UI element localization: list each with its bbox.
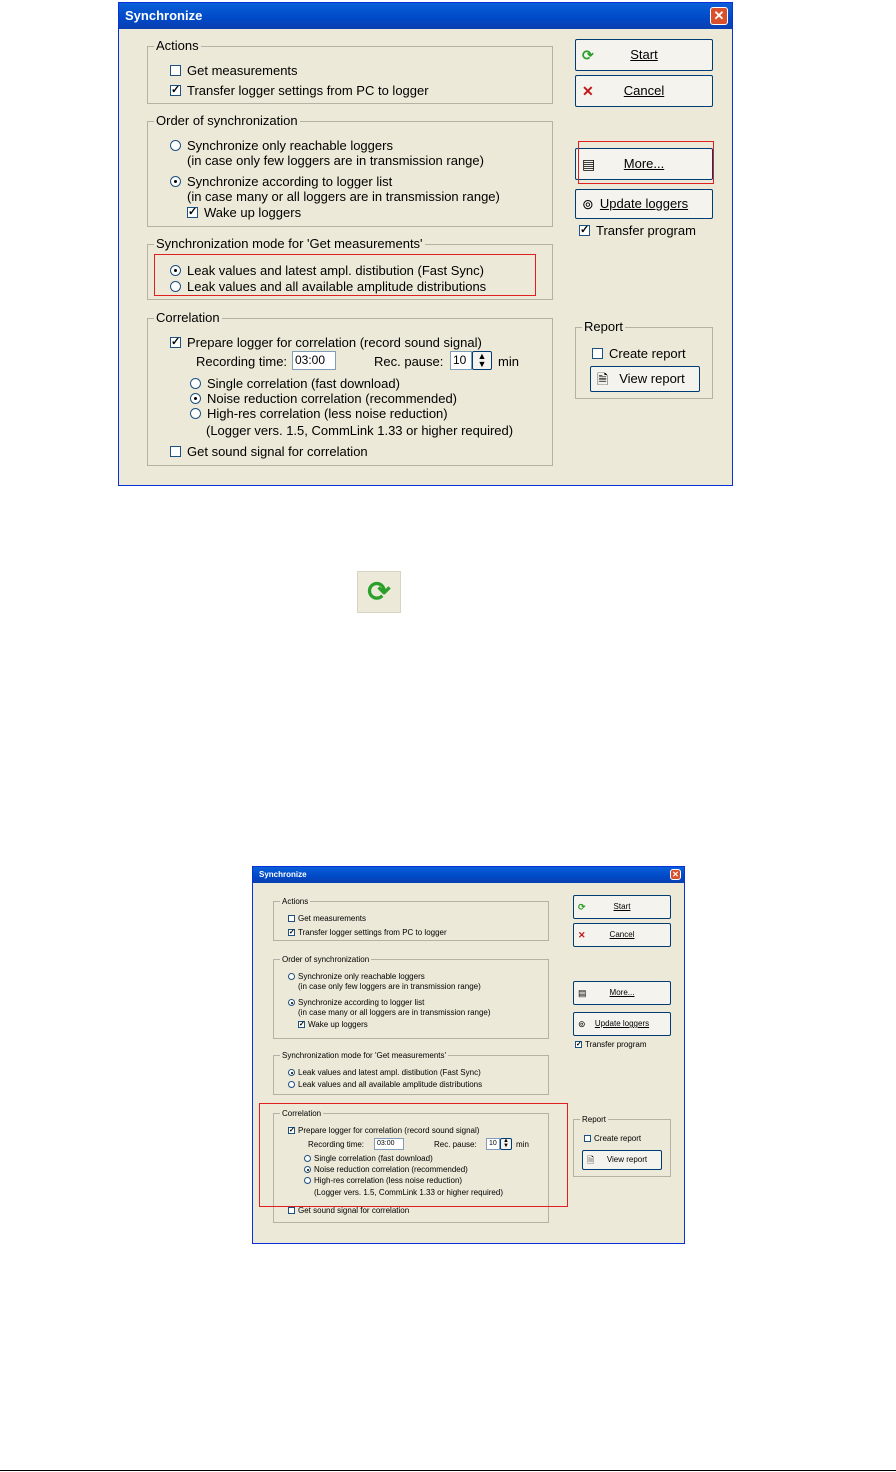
correlation-label: Correlation [282,1109,322,1118]
report-icon: 🗎 [597,371,609,387]
create-report-checkbox[interactable]: Create report [584,1134,641,1143]
mode-group [273,1051,549,1095]
rec-pause-spinner[interactable]: ▲ ▼ [500,1138,512,1150]
view-report-button[interactable]: 🗎 View report [590,366,700,392]
start-button[interactable]: ⟳ Start [575,39,713,71]
prepare-correlation-checkbox[interactable]: ✓Prepare logger for correlation (record sound signal) [288,1126,479,1135]
single-correlation-radio[interactable]: Single correlation (fast download) [304,1154,433,1163]
correlation-highlight-box [259,1103,568,1207]
dialog-title: Synchronize [259,870,307,879]
synchronize-dialog [118,2,733,486]
mode-label: Synchronization mode for 'Get measurements' [282,1051,447,1060]
high-res-radio[interactable]: High-res correlation (less noise reduction) [190,406,448,421]
close-button[interactable]: ✕ [710,7,728,25]
wake-up-checkbox[interactable]: ✓Wake up loggers [298,1020,368,1029]
fast-sync-radio[interactable]: Leak values and latest ampl. distibution (Fast Sync) [288,1068,481,1077]
fast-sync-radio[interactable]: Leak values and latest ampl. distibution (Fast Sync) [170,263,484,278]
sync-reachable-radio[interactable]: Synchronize only reachable loggers [288,972,425,981]
more-icon: ▤ [578,988,587,998]
report-group [575,319,713,399]
order-group [147,113,553,227]
report-label: Report [584,319,624,334]
transfer-settings-checkbox[interactable]: ✓Transfer logger settings from PC to logger [288,928,447,937]
sync-list-radio[interactable]: Synchronize according to logger list [288,998,424,1007]
report-label: Report [582,1115,607,1124]
update-loggers-button[interactable]: ⊚ Update loggers [573,1012,671,1036]
noise-reduction-radio[interactable]: Noise reduction correlation (recommended) [190,391,457,406]
cancel-button[interactable]: ✕ Cancel [573,923,671,947]
noise-reduction-radio[interactable]: Noise reduction correlation (recommended) [304,1165,468,1174]
recording-time-input[interactable]: 03:00 [374,1138,404,1150]
single-correlation-radio[interactable]: Single correlation (fast download) [190,376,400,391]
order-label: Order of synchronization [156,113,298,128]
more-highlight-box [578,141,714,184]
get-measurements-checkbox[interactable]: Get measurements [170,63,298,78]
more-button[interactable]: ▤ More... [575,148,713,180]
correlation-group [147,310,553,466]
rec-pause-spinner[interactable]: ▲ ▼ [472,351,492,370]
reachable-note: (in case only few loggers are in transmission range) [298,982,481,991]
order-group [273,955,549,1039]
footer-divider [0,1470,896,1471]
list-note: (in case many or all loggers are in transmission range) [187,189,500,204]
sync-icon: ⟳ [582,47,594,63]
view-report-button[interactable]: 🗎 View report [582,1150,662,1170]
dialog-titlebar [119,3,732,29]
cancel-x-icon: ✕ [578,930,586,940]
version-note: (Logger vers. 1.5, CommLink 1.33 or higher required) [314,1188,503,1197]
transfer-program-checkbox[interactable]: ✓Transfer program [579,223,696,238]
close-button[interactable]: ✕ [670,869,681,880]
rec-pause-label: Rec. pause: [374,354,444,369]
transfer-settings-checkbox[interactable]: ✓Transfer logger settings from PC to logger [170,83,429,98]
start-button[interactable]: ⟳ Start [573,895,671,919]
prepare-correlation-checkbox[interactable]: ✓Prepare logger for correlation (record sound signal) [170,335,482,350]
actions-group [147,38,553,104]
reachable-note: (in case only few loggers are in transmission range) [187,153,484,168]
update-icon: ⊚ [578,1019,586,1029]
dialog-titlebar [253,867,684,883]
pause-unit: min [498,354,519,369]
sync-icon: ⟳ [578,902,586,912]
create-report-checkbox[interactable]: Create report [592,346,686,361]
actions-group [273,897,549,941]
transfer-program-checkbox[interactable]: ✓Transfer program [575,1040,647,1049]
rec-pause-input[interactable]: 10 [450,351,472,370]
cancel-button[interactable]: ✕ Cancel [575,75,713,107]
high-res-radio[interactable]: High-res correlation (less noise reduction) [304,1176,462,1185]
mode-label: Synchronization mode for 'Get measurements' [156,236,423,251]
actions-label: Actions [282,897,309,906]
synchronize-dialog-thumbnail [252,866,685,1244]
recording-time-label: Recording time: [308,1140,365,1149]
dialog-title: Synchronize [125,8,203,23]
more-button[interactable]: ▤ More... [573,981,671,1005]
sound-signal-checkbox[interactable]: Get sound signal for correlation [288,1206,409,1215]
get-measurements-checkbox[interactable]: Get measurements [288,914,366,923]
all-distributions-radio[interactable]: Leak values and all available amplitude distributions [288,1080,482,1089]
rec-pause-label: Rec. pause: [434,1140,477,1149]
rec-pause-input[interactable]: 10 [486,1138,500,1150]
cancel-x-icon: ✕ [582,83,594,99]
update-icon: ⊚ [582,196,594,212]
correlation-label: Correlation [156,310,220,325]
report-group [573,1115,671,1177]
mode-highlight-box [154,254,536,296]
sync-list-radio[interactable]: Synchronize according to logger list [170,174,392,189]
report-icon: 🗎 [587,1155,595,1165]
sync-reachable-radio[interactable]: Synchronize only reachable loggers [170,138,393,153]
version-note: (Logger vers. 1.5, CommLink 1.33 or higher required) [206,423,514,438]
pause-unit: min [516,1140,529,1149]
sound-signal-checkbox[interactable]: Get sound signal for correlation [170,444,368,459]
all-distributions-radio[interactable]: Leak values and all available amplitude distributions [170,279,486,294]
sync-icon: ⟳ [357,571,401,613]
list-note: (in case many or all loggers are in transmission range) [298,1008,491,1017]
actions-label: Actions [156,38,199,53]
more-icon: ▤ [582,156,596,172]
update-loggers-button[interactable]: ⊚ Update loggers [575,189,713,219]
order-label: Order of synchronization [282,955,370,964]
recording-time-label: Recording time: [196,354,288,369]
wake-up-checkbox[interactable]: ✓Wake up loggers [187,205,301,220]
recording-time-input[interactable]: 03:00 [292,351,336,370]
